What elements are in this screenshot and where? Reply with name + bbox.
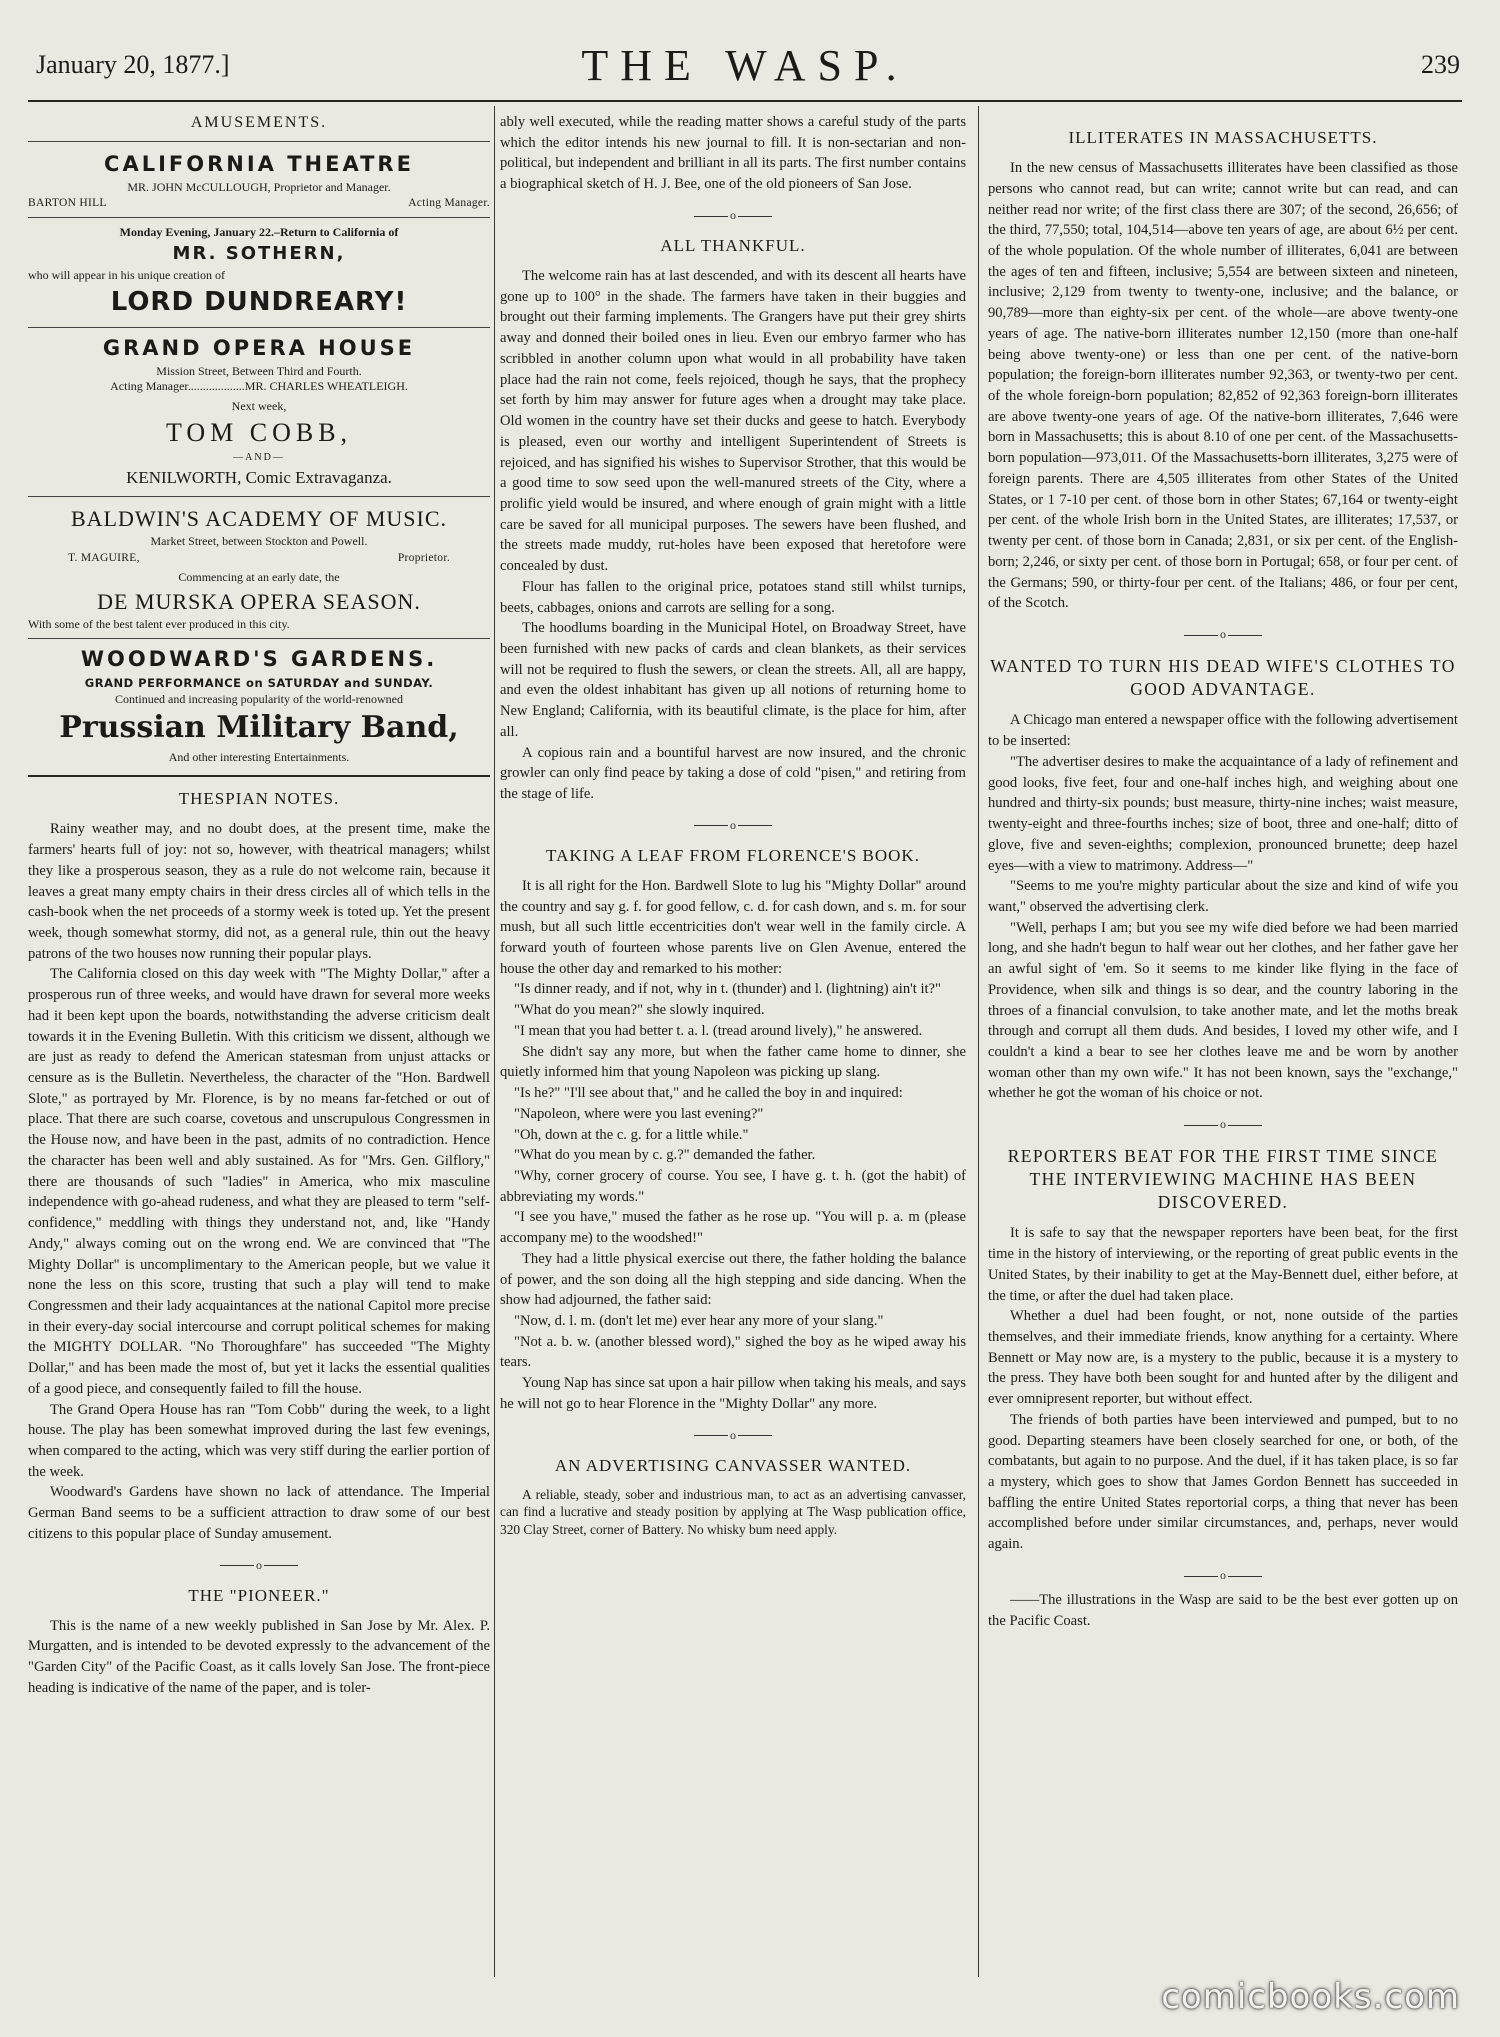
bd-prop-role: Proprietor.: [397, 551, 450, 564]
lord-dundreary: LORD DUNDREARY!: [110, 287, 408, 318]
wanted-heading: WANTED TO TURN HIS DEAD WIFE'S CLOTHES TO GOOD ADVANTAGE.: [990, 655, 1456, 699]
paragraph: This is the name of a new weekly published in San Jose by Mr. Alex. P. Murgatten, and is intended to be devoted expressly to the advancement of the "Garden City" of the Pacific Coast, as it calls lovely San Jose. The front-piece heading is indicative of the name of the paper, and is toler-: [28, 1617, 490, 1696]
paragraph: Flour has fallen to the original price, potatoes stand still whilst turnips, beets, cabbages, onions and carrots are selling for a song.: [500, 578, 966, 616]
paragraph: "Why, corner grocery of course. You see, I have g. t. h. (got the habit) of abbreviating my words.": [500, 1167, 966, 1205]
ct-proprietor: MR. JOHN McCULLOUGH, Proprietor and Manager.: [127, 179, 391, 194]
paragraph: Woodward's Gardens have shown no lack of attendance. The Imperial German Band seems to be a sufficient attraction to draw some of our best citizens to this popular place of Sunday amusement.: [28, 1484, 490, 1542]
paragraph: Rainy weather may, and no doubt does, at the present time, make the farmers' hearts full of joy: not so, however, with theatrical managers; whilst they like a prosperous season, they as a rule do not welcome rain, because it leaves a great many empty chairs in their dress circles all of which tells in the cash-book when the net proceeds of a stormy week is toted up. Yet the present week, though somewhat stormy, did not, as a general rule, thin out the heavy patrons of the two houses now running their popular plays.: [28, 821, 490, 962]
kenilworth: KENILWORTH, Comic Extravaganza.: [126, 467, 392, 487]
bd-address: Market Street, between Stockton and Powell.: [150, 534, 368, 549]
paragraph: "The advertiser desires to make the acquaintance of a lady of refinement and good looks, five feet, four and one-half inches high, and weighing about one hundred and thirty-six pounds; bust measure, thirty-nine inches; waist measure, twenty-eight and three-fourths inches; size of boot, three and one-half; ditto of glove, five and seven-eighths; complexion, pronounced brunette; deep hazel eyes—with a view to matrimony. Address—": [988, 753, 1458, 874]
sothern-name: MR. SOTHERN,: [172, 243, 346, 265]
paragraph: "Well, perhaps I am; but you see my wife died before we had been married long, and she hadn't begun to half wear out her clothes, and her father gave her an awful sight of 'em. So it seems to me kinder like flying in the face of Providence, when silk and things is so dear, and the country laboring in the throes of a financial convulsion, to take another mate, and let the moths break through and corrupt all them duds. And besides, I loved my other wife, and I couldn't a kind a bear to see her clothes leave me and be worn by another woman other than my own wife." It has not been known, says the "exchange," whether he got the woman of his choice or not.: [988, 919, 1458, 1102]
bd-prop-name: T. MAGUIRE,: [68, 551, 140, 564]
paragraph: A copious rain and a bountiful harvest are now insured, and the chronic growler can only find peace by taking a dose of cold "pisen," and retiring from the stage of life.: [500, 744, 966, 802]
california-theatre-title: CALIFORNIA THEATRE: [104, 151, 414, 176]
paragraph: A Chicago man entered a newspaper office with the following advertisement to be inserted:: [988, 712, 1458, 750]
paragraph: "Not a. b. w. (another blessed word)," sighed the boy as he wiped away his tears.: [500, 1333, 966, 1371]
paragraph: The friends of both parties have been interviewed and pumped, but to no good. Departing steamers have been closely searched for one, or both, of the combatants, but again to no purpose. And the duel, if it has taken place, is so far a mystery, which goes to show that James Gordon Bennett has succeeded in baffling the entire United States reportorial corps, a thing that never has been accomplished before under similar circumstances, and, perhaps, never would again.: [988, 1411, 1458, 1553]
paragraph: "Is he?" "I'll see about that," and he called the boy in and inquired:: [514, 1085, 903, 1102]
paragraph: It is safe to say that the newspaper reporters have been beat, for the first time in the history of interviewing, or the reporting of great public events in the United States, by their inability to get at the May-Bennett duel, either before, at the time, or after the duel had taken place.: [988, 1225, 1458, 1304]
leaf-heading: TAKING A LEAF FROM FLORENCE'S BOOK.: [546, 845, 920, 865]
masthead: [30, 40, 1460, 100]
canvasser-heading: AN ADVERTISING CANVASSER WANTED.: [554, 1455, 912, 1475]
paragraph: "Oh, down at the c. g. for a little while.": [514, 1126, 749, 1143]
grand-opera-title: GRAND OPERA HOUSE: [102, 335, 416, 360]
demurska-season: DE MURSKA OPERA SEASON.: [97, 588, 421, 614]
section-separator: o: [28, 1557, 490, 1574]
paragraph: ——The illustrations in the Wasp are said to be the best ever gotten up on the Pacific Coast.: [988, 1591, 1458, 1629]
column-2: [500, 112, 966, 1975]
illiterates-heading: ILLITERATES IN MASSACHUSETTS.: [1068, 128, 1378, 147]
page-number: 239: [1421, 50, 1460, 79]
divider: [28, 217, 490, 218]
column-divider: [978, 106, 979, 1977]
woodward-gardens: WOODWARD'S GARDENS.: [80, 647, 438, 672]
paragraph: "Now, d. l. m. (don't let me) ever hear any more of your slang.": [514, 1312, 884, 1329]
bd-prop-line: [28, 550, 490, 566]
amusements-heading: AMUSEMENTS.: [28, 112, 490, 142]
watermark: comicbooks.com: [1161, 1977, 1460, 2017]
paragraph: Young Nap has since sat upon a hair pillow when taking his meals, and says he will not go to hear Florence in the "Mighty Dollar" any more.: [500, 1375, 966, 1412]
go-address: Mission Street, Between Third and Fourth.: [156, 363, 362, 378]
paragraph: The California closed on this day week with "The Mighty Dollar," after a prosperous run of three weeks, and would have drawn for several more weeks had it been kept upon the boards, notwithstanding the adverse criticism dealt towards it in the Evening Bulletin. With this criticism we dissent, although we are just as ready to defend the American statesman from unjust attacks or censure as is the Bulletin. Nevertheless, the character of the "Hon. Bardwell Slote," as portrayed by Mr. Florence, is by no means far-fetched or out of place. That there are such coarse, covetous and unscrupulous Congressmen in the House now, and have been in the past, admits of no contradiction. Hence the character has been well and ably sustained. As for "Mrs. Gen. Gilflory," there are thousands of such "ladies" in America, who mix masculine independence with go-ahead rudeness, and what they are pleased to term "self-confidence," meddling with things they understand not, and, like "Handy Andy," always coming out on the wrong end. We are convinced that "The Mighty Dollar" is uncomplimentary to the American people, but we value it none the less on this score, trusting that such a play will tend to make Congressmen and their lady acquaintances at the national Capitol more precise in their every-day social intercourse and corrupt political schemes for making the MIGHTY DOLLAR. "No Thoroughfare" has succeeded "The Mighty Dollar," and has been made the most of, but yet it lacks the essential qualities of a good piece, and consequently failed to fill the house.: [28, 966, 490, 1397]
thespian-heading: THESPIAN NOTES.: [178, 789, 340, 809]
paragraph: Whether a duel had been fought, or not, none outside of the parties themselves, and their immediate friends, know anything for a certainty. Where Bennett or May now are, is a mystery to the public, because it is a mystery to the press. They have both been sought for and hunted after by the diligent and ever omnipresent reporter, but without effect.: [988, 1308, 1458, 1408]
paragraph: A reliable, steady, sober and industrious man, to act as an advertising canvasser, can find a lucrative and steady position by applying at The Wasp publication office, 320 Clay Street, corner of Battery. No whisky bum need apply.: [500, 1486, 966, 1537]
ww-grand: GRAND PERFORMANCE on SATURDAY and SUNDAY.: [84, 676, 434, 691]
paragraph: The welcome rain has at last descended, and with its descent all hearts have gone up to 100° in the shade. The farmers have taken in their buggies and brought out their farming implements. The Grangers have put their grey shirts away and donned their boiled ones in lieu. Even our embryo farmer who has scribbled in another column upon what would in all probability have taken place had the rain not come, feels rejoiced, though he says, that the prophecy set forth by him may answer for future ages when a drought may take place. Old women in the country have set their ducks and geese to hatch. Everybody is pleased, even our worthy and intelligent Superintendent of Streets is rejoiced, and has signified his wishes to Supervisor Strother, that this would be a good time to sow seed upon the well-manured streets of the City, where a prolific yield would be insured, and where enough of grain might with a little care be saved for all municipal purposes. The sewers have been flushed, and the streets made muddy, rut-holes have been exposed that heretofore were concealed by dust.: [500, 268, 966, 575]
masthead-rule: [28, 100, 1462, 102]
bd-commencing: Commencing at an early date, the: [178, 569, 340, 584]
paragraph: They had a little physical exercise out there, the father holding the balance of power, and the son doing all the high stepping and side dancing. When the show had adjourned, the father said:: [500, 1250, 966, 1309]
section-separator: o: [988, 1567, 1458, 1584]
ct-acting-name: BARTON HILL: [28, 197, 107, 210]
go-next: Next week,: [231, 398, 287, 413]
section-separator: o: [500, 207, 966, 224]
paragraph: It is all right for the Hon. Bardwell Slote to lug his "Mighty Dollar" around the country and say g. f. for good fellow, c. d. for cash down, and s. m. for sour mush, but all such little eccentricities don't wear well in the family circle. A forward youth of fourteen whose parents live on Glen Avenue, entered the house the other day and remarked to his mother:: [500, 877, 966, 977]
ct-acting-role: Acting Manager.: [408, 197, 490, 210]
section-separator: o: [988, 1116, 1458, 1133]
section-separator: o: [500, 817, 966, 834]
paragraph: "What do you mean?" she slowly inquired.: [514, 1002, 765, 1019]
newspaper-title: THE WASP.: [581, 41, 909, 90]
bd-talent: With some of the best talent ever produced in this city.: [28, 616, 290, 631]
section-separator: o: [500, 1427, 966, 1444]
issue-date: January 20, 1877.]: [36, 50, 230, 79]
paragraph: "Is dinner ready, and if not, why in t. (thunder) and l. (lightning) ain't it?": [514, 981, 941, 998]
ww-other: And other interesting Entertainments.: [168, 749, 350, 764]
ct-monday: Monday Evening, January 22.–Return to California of: [119, 225, 399, 240]
paragraph: The hoodlums boarding in the Municipal Hotel, on Broadway Street, have been furnished with new packs of cards and clean blankets, as their services will not be required to flush the sewers, or clean the streets. All, all are happy, and even the oldest inhabitant has given up all notions of returning home to New England; California, with its beautiful climate, is the place for him, after all.: [500, 620, 966, 740]
divider: [28, 638, 490, 639]
ww-continued: Continued and increasing popularity of the world-renowned: [115, 691, 403, 706]
section-separator: o: [988, 626, 1458, 643]
paragraph: ably well executed, while the reading matter shows a careful study of the parts which the editor intends his new journal to fill. It is non-sectarian and non-political, but independent and brilliant in all its parts. The first number contains a biographical sketch of H. J. Bee, one of the old pioneers of San Jose.: [500, 114, 966, 193]
pioneer-heading: THE "PIONEER.": [188, 1585, 330, 1605]
column-divider: [494, 106, 495, 1977]
amusements-block: [28, 112, 490, 777]
paragraph: She didn't say any more, but when the father came home to dinner, she quietly informed him that young Napoleon was picking up slang.: [500, 1043, 966, 1081]
go-and: —AND—: [233, 452, 285, 464]
divider: [28, 496, 490, 497]
tom-cobb: TOM COBB,: [165, 417, 353, 447]
baldwin-academy: BALDWIN'S ACADEMY OF MUSIC.: [70, 505, 448, 531]
column-3: [988, 112, 1458, 1975]
column-1: [28, 112, 490, 1975]
prussian-band: Prussian Military Band,: [59, 710, 459, 746]
go-acting: Acting Manager...................MR. CHARLES WHEATLEIGH.: [110, 379, 408, 394]
reporters-heading: REPORTERS BEAT FOR THE FIRST TIME SINCE THE INTERVIEWING MACHINE HAS BEEN DISCOVERED.: [1007, 1146, 1439, 1212]
paragraph: "I see you have," mused the father as he rose up. "You will p. a. m (please accompany me) to the woodshed!": [500, 1209, 966, 1247]
thankful-heading: ALL THANKFUL.: [660, 235, 806, 255]
ct-unique: who will appear in his unique creation of: [28, 268, 225, 283]
paragraph: "Napoleon, where were you last evening?": [514, 1105, 764, 1122]
paragraph: "Seems to me you're mighty particular about the size and kind of wife you want," observed the advertising clerk.: [988, 878, 1458, 915]
paragraph: "What do you mean by c. g.?" demanded the father.: [514, 1147, 816, 1164]
divider: [28, 327, 490, 328]
paragraph: "I mean that you had better t. a. l. (tread around lively)," he answered.: [514, 1022, 923, 1039]
ct-acting-line: [28, 195, 490, 211]
paragraph: In the new census of Massachusetts illiterates have been classified as those persons who cannot read, but can write; cannot write but can read, and can neither read nor write; of the first class there are 307; of the second, 26,656; of the third, 77,550; total, 104,514—above ten years of age, are about 6½ per cent. of the whole population. Of the whole number of illiterates, 6,041 are between the ages of ten and fifteen, inclusive; 5,554 are between sixteen and nineteen, inclusive; 2,129 from twenty to twenty-one, inclusive; and the balance, or 90,789—more than eighty-six per cent. of the whole—are above twenty-one years of age. The native-born illiterates number 12,150 (more than one-half being above twenty-one) or less than one per cent. of the native-born population; the foreign-born illiterates number 92,363, or twenty-two per cent. of the whole foreign-born population; 82,852 of 92,363 foreign-born illiterates are above twenty-one years of age. Of the native-born illiterates, 7,646 were born in Massachusetts; this is about 8.10 of one per cent. of the Massachusetts-born population—973,011. Of the Massachusetts-born illiterates, 3,275 were of foreign parents. There are 4,505 illiterates from other States of the United States, or 1 7-10 per cent. of those born in other States; 67,164 or twenty-eight per cent. of the whole Irish born in the United States, are illiterates; 17,537, or twenty per cent. of those born in Canada; 2,831, or six per cent. of the English-born; 2,246, or sixty per cent. of those born in Portugal; 658, or four per cent. of the Germans; 590, or thirty-four per cent. of the Italians; 486, or four per cent, of the Scotch.: [988, 160, 1458, 612]
paragraph: The Grand Opera House has ran "Tom Cobb" during the week, to a light house. The play has been somewhat improved during the last few evenings, when compared to the acting, which was very stiff during the earlier portion of the week.: [28, 1401, 490, 1480]
